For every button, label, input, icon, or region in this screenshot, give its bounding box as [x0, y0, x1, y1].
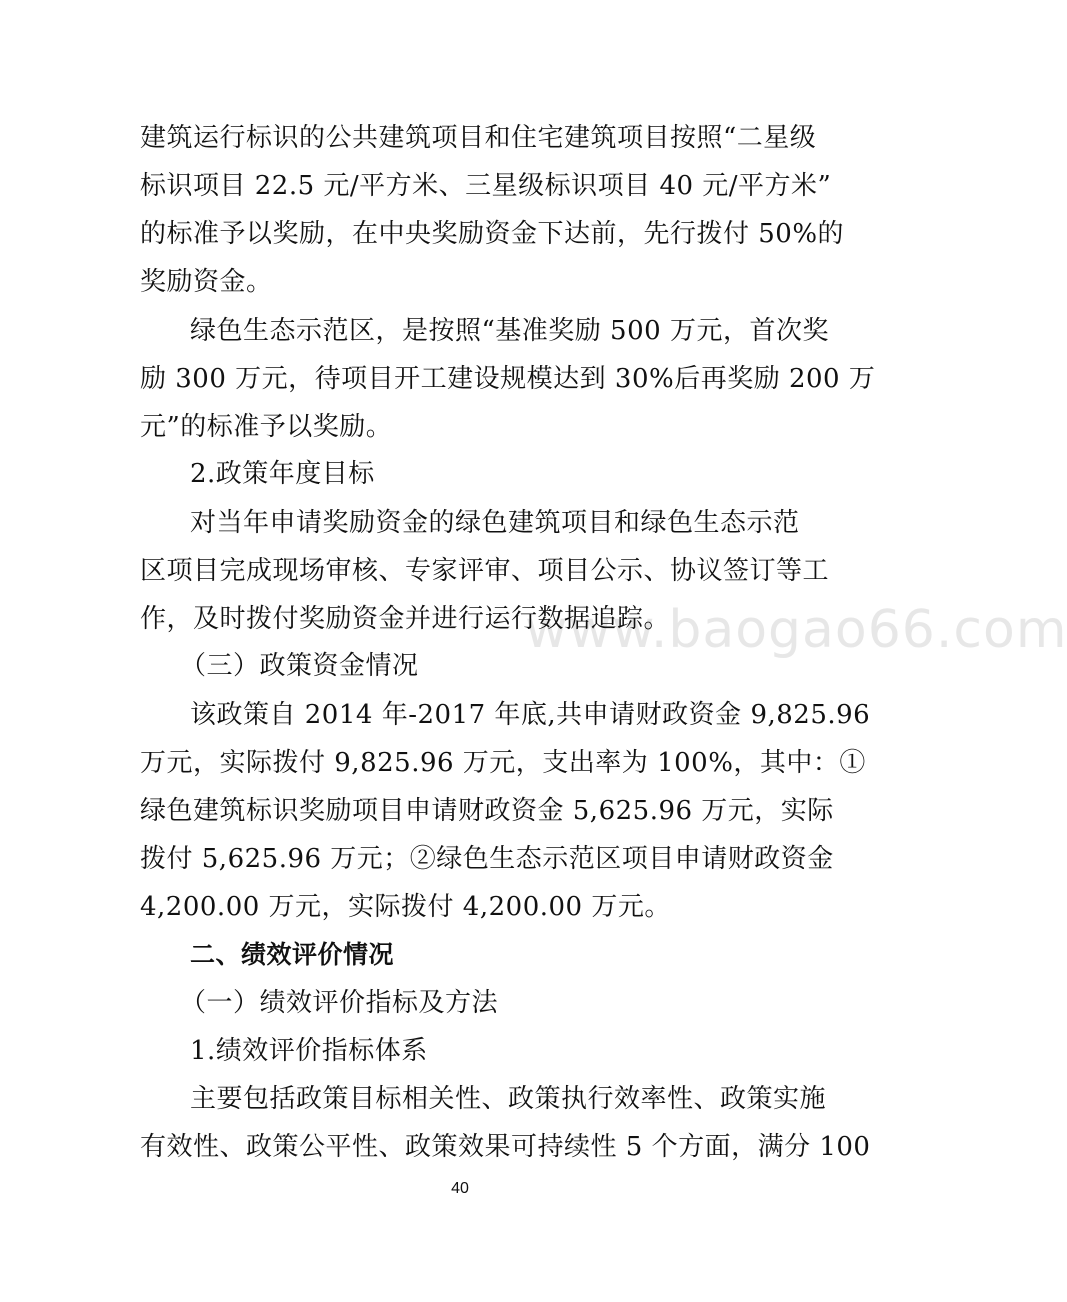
section-subheading: （三）政策资金情况 [180, 651, 419, 681]
body-text-line: 绿色建筑标识奖励项目申请财政资金 5,625.96 万元，实际 [140, 796, 834, 826]
section-subheading: （一）绩效评价指标及方法 [180, 988, 499, 1018]
body-text-line: 建筑运行标识的公共建筑项目和住宅建筑项目按照“二星级 [140, 123, 817, 153]
section-subheading: 1.绩效评价指标体系 [190, 1036, 428, 1066]
body-text-line: 有效性、政策公平性、政策效果可持续性 5 个方面，满分 100 [140, 1132, 871, 1162]
body-text-line: 主要包括政策目标相关性、政策执行效率性、政策实施 [190, 1084, 827, 1114]
body-text-line: 奖励资金。 [140, 267, 273, 297]
body-text-line: 区项目完成现场审核、专家评审、项目公示、协议签订等工 [140, 556, 830, 586]
body-text-line: 拨付 5,625.96 万元；②绿色生态示范区项目申请财政资金 [140, 844, 834, 874]
body-text-line: 对当年申请奖励资金的绿色建筑项目和绿色生态示范 [190, 508, 800, 538]
body-text-line: 作，及时拨付奖励资金并进行运行数据追踪。 [140, 604, 671, 634]
body-text-line: 励 300 万元，待项目开工建设规模达到 30%后再奖励 200 万 [140, 364, 876, 394]
section-heading: 二、绩效评价情况 [190, 940, 395, 969]
watermark-text: www.baogao66.com [525, 600, 1067, 660]
body-text-line: 元”的标准予以奖励。 [140, 412, 393, 442]
body-text-line: 该政策自 2014 年-2017 年底,共申请财政资金 9,825.96 [190, 700, 871, 730]
page-number: 40 [451, 1180, 469, 1197]
body-text-line: 4,200.00 万元，实际拨付 4,200.00 万元。 [140, 892, 671, 922]
body-text-line: 万元，实际拨付 9,825.96 万元，支出率为 100%，其中：① [140, 748, 866, 778]
body-text-line: 绿色生态示范区，是按照“基准奖励 500 万元，首次奖 [190, 316, 829, 346]
body-text-line: 的标准予以奖励，在中央奖励资金下达前，先行拨付 50%的 [140, 219, 845, 249]
body-text-line: 标识项目 22.5 元/平方米、三星级标识项目 40 元/平方米” [140, 171, 832, 201]
section-subheading: 2.政策年度目标 [190, 459, 375, 489]
